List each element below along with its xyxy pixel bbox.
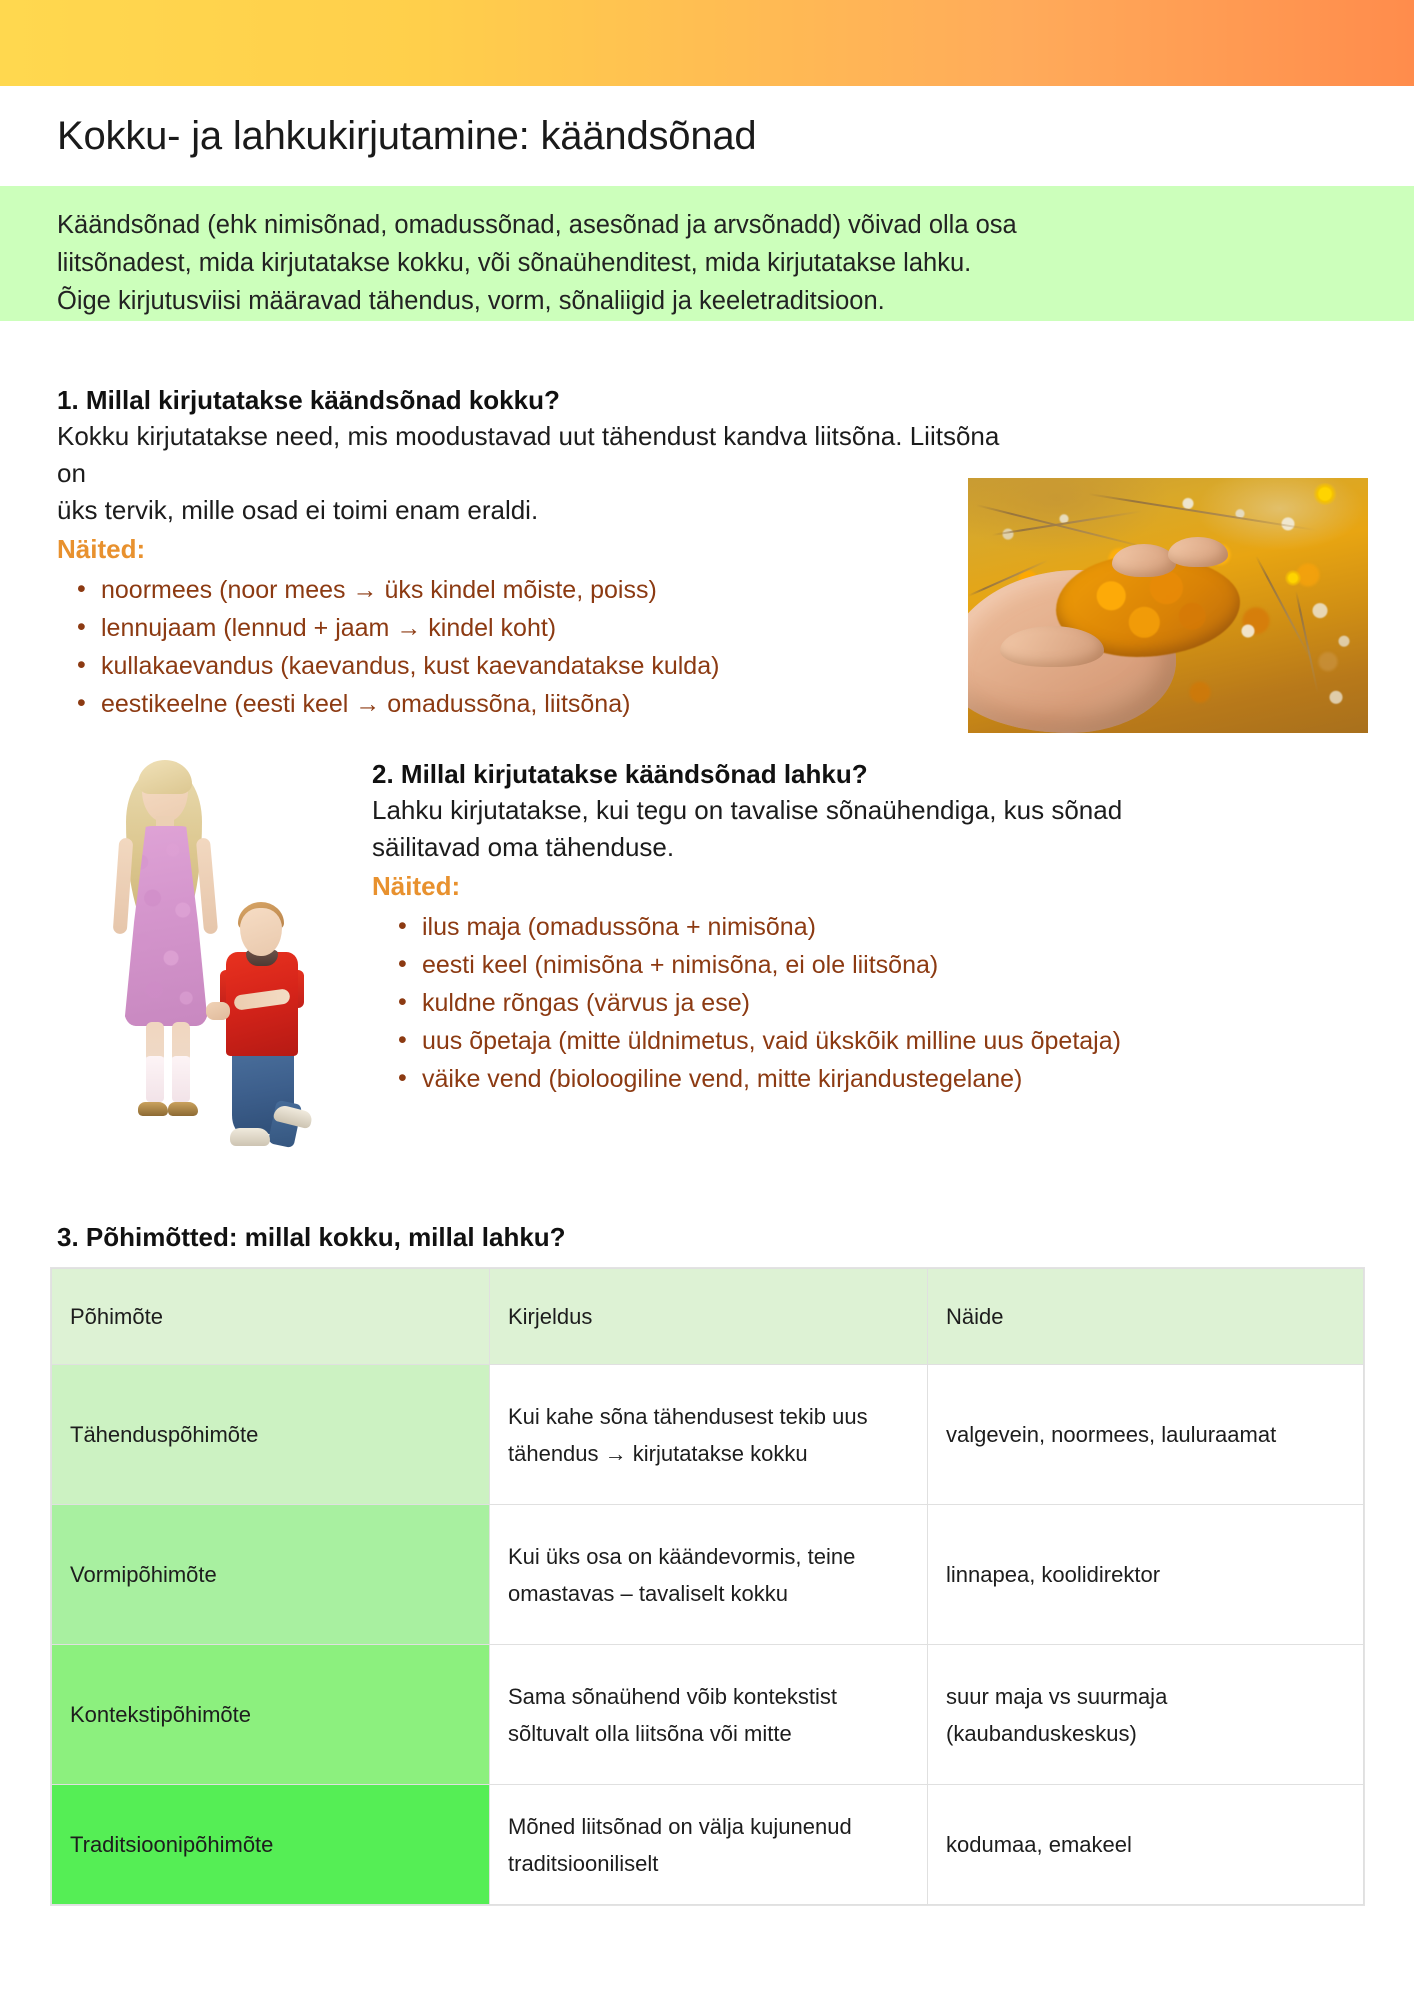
list-item: • noormees (noor mees → üks kindel mõiste, poiss): [57, 571, 1007, 609]
section-2: [372, 756, 1392, 1098]
intro-line-3: Õige kirjutusviisi määravad tähendus, vorm, sõnaliigid ja keeletraditsioon.: [57, 287, 885, 315]
cell-description: Mõned liitsõnad on välja kujunenud traditsiooniliselt: [490, 1785, 928, 1905]
section-1-examples-label: Näited:: [57, 534, 146, 564]
cell-principle: Vormipõhimõte: [52, 1505, 490, 1645]
cell-description: Kui kahe sõna tähendusest tekib uus tähendus → kirjutatakse kokku: [490, 1365, 928, 1505]
section-1-body-line-2: üks tervik, mille osad ei toimi enam eraldi.: [57, 495, 539, 525]
table-row: [52, 1365, 1364, 1505]
list-item: • väike vend (bioloogiline vend, mitte kirjandustegelane): [372, 1060, 1392, 1098]
section-1-body-line-1: Kokku kirjutatakse need, mis moodustavad uut tähendust kandva liitsõna. Liitsõna on: [57, 421, 1000, 488]
cell-description: Kui üks osa on käändevormis, teine omastavas – tavaliselt kokku: [490, 1505, 928, 1645]
girl-left-arm: [113, 838, 134, 935]
thumb-shape: [1000, 626, 1104, 667]
section-1-examples-list: [57, 571, 1007, 723]
section-2-body-line-2: säilitavad oma tähenduse.: [372, 832, 675, 862]
yellow-flower-icon: [1284, 570, 1302, 586]
girl-right-shoe: [168, 1102, 198, 1116]
section-3-heading: 3. Põhimõtted: millal kokku, millal lahku?: [57, 1222, 566, 1252]
list-item: • eestikeelne (eesti keel → omadussõna, liitsõna): [57, 685, 1007, 723]
intro-line-1: Käändsõnad (ehk nimisõnad, omadussõnad, asesõnad ja arvsõnadd) võivad olla osa: [57, 211, 1017, 239]
principles-table: [51, 1268, 1364, 1905]
cell-example: linnapea, koolidirektor: [928, 1505, 1364, 1645]
section-2-examples-label: Näited:: [372, 871, 461, 901]
yellow-flower-icon: [1312, 483, 1338, 505]
cell-principle: Kontekstipõhimõte: [52, 1645, 490, 1785]
section-2-body-line-1: Lahku kirjutatakse, kui tegu on tavalise sõnaühendiga, kus sõnad: [372, 795, 1123, 825]
table-row: [52, 1645, 1364, 1785]
cell-example: suur maja vs suurmaja (kaubanduskeskus): [928, 1645, 1364, 1785]
girl-right-sock: [172, 1056, 190, 1102]
girl-left-sock: [146, 1056, 164, 1102]
list-item: • eesti keel (nimisõna + nimisõna, ei ole liitsõna): [372, 946, 1392, 984]
boy-head: [240, 908, 282, 956]
list-item: • kullakaevandus (kaevandus, kust kaevandatakse kulda): [57, 647, 1007, 685]
table-row: [52, 1505, 1364, 1645]
girl-right-arm: [196, 838, 218, 935]
page-title: Kokku- ja lahkukirjutamine: käändsõnad: [57, 113, 757, 158]
list-item: • uus õpetaja (mitte üldnimetus, vaid ükskõik milline uus õpetaja): [372, 1022, 1392, 1060]
finger-shape: [1168, 537, 1228, 568]
section-2-heading: 2. Millal kirjutatakse käändsõnad lahku?: [372, 759, 868, 789]
list-item: • ilus maja (omadussõna + nimisõna): [372, 908, 1392, 946]
boy-left-shoe: [230, 1128, 270, 1146]
cell-example: valgevein, noormees, lauluraamat: [928, 1365, 1364, 1505]
title-area: [0, 86, 1414, 186]
section-1-heading: 1. Millal kirjutatakse käändsõnad kokku?: [57, 385, 560, 415]
list-item: • kuldne rõngas (värvus ja ese): [372, 984, 1392, 1022]
cell-description: Sama sõnaühend võib kontekstist sõltuvalt olla liitsõna või mitte: [490, 1645, 928, 1785]
column-header-description: Kirjeldus: [490, 1269, 928, 1365]
cell-principle: Tähenduspõhimõte: [52, 1365, 490, 1505]
column-header-example: Näide: [928, 1269, 1364, 1365]
girl-left-shoe: [138, 1102, 168, 1116]
joined-hands: [206, 1002, 230, 1020]
column-header-principle: Põhimõte: [52, 1269, 490, 1365]
girl-hair-top: [138, 760, 192, 794]
table-row: [52, 1785, 1364, 1905]
cell-example: kodumaa, emakeel: [928, 1785, 1364, 1905]
intro-callout: [0, 186, 1414, 321]
children-photo: [88, 746, 354, 1186]
cell-principle: Traditsioonipõhimõte: [52, 1785, 490, 1905]
section-1: [57, 382, 1007, 723]
header-gradient-band: [0, 0, 1414, 86]
intro-line-2: liitsõnadest, mida kirjutatakse kokku, või sõnaühenditest, mida kirjutatakse lahku.: [57, 249, 972, 277]
golden-soil-photo: [968, 478, 1368, 733]
principles-table-wrapper: [51, 1268, 1363, 1905]
table-header-row: [52, 1269, 1364, 1365]
section-2-examples-list: [372, 908, 1392, 1098]
list-item: • lennujaam (lennud + jaam → kindel koht): [57, 609, 1007, 647]
finger-shape: [1112, 544, 1176, 577]
